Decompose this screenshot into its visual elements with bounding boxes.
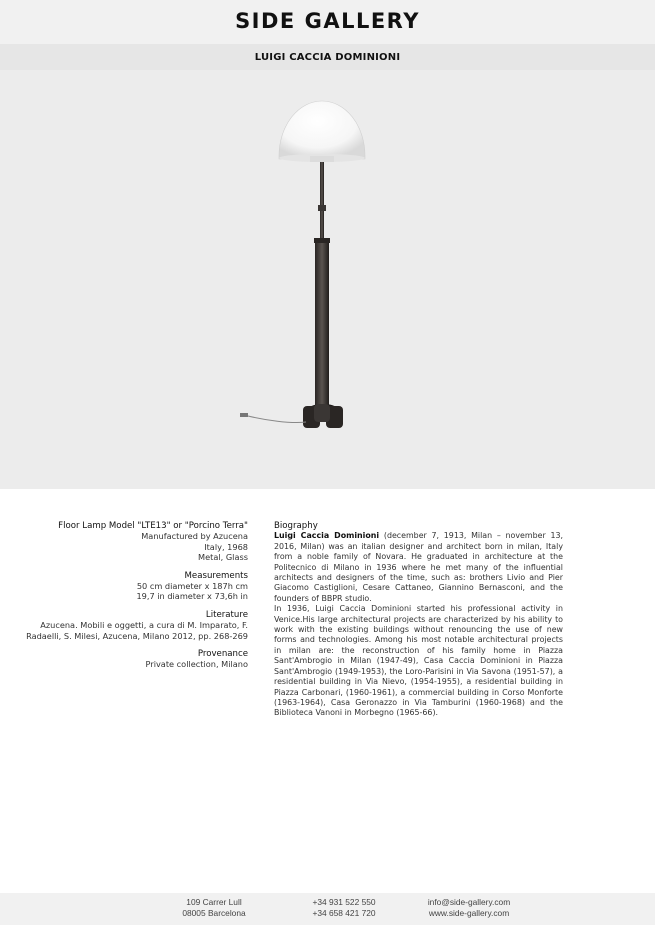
biography-paragraph-2: In 1936, Luigi Caccia Dominioni started his professional activity in Venice.His large architectural projects are characterized by his ability to work with the existing buildings without renouncing the use of new forms and technologies. Among his most notable architectural projects in milan are: the reconstruction of his family home in Piazza Sant'Ambrogio in Milan (1947-49), Casa Caccia Dominioni in Piazza Sant'Ambrogio (1949-1953), the Loro-Parisini in Via Savona (1951-57), a residential building in Via Nievo, (1954-1955), a residential building in Piazza Carbonari, (1960-1961), a commercial building in Corso Monforte (1963-1964), Casa Geronazzo in Via Tamburini (1960-1968) and the Biblioteca Vanoni in Morbegno (1965-66). <box>274 604 563 718</box>
biography-text-1: (december 7, 1913, Milan – november 13, 2016, Milan) was an italian designer and architect born in milan, Italy from a noble family of Novara. He graduated in architecture at the Politecnico di Milano in 1936 where he met many of the influential architects and designers of the time, such as: brothers Livio and Pier Giacomo Castiglioni, Cesare Cattaneo, Giannino Bernasconi, and the founders of BBPR studio. <box>274 531 563 603</box>
footer-contact <box>414 897 524 919</box>
artist-name: LUIGI CACCIA DOMINIONI <box>254 52 401 63</box>
product-details <box>20 521 248 670</box>
product-title: Floor Lamp Model "LTE13" or "Porcino Terra" <box>58 521 248 531</box>
biography-name: Luigi Caccia Dominioni <box>274 531 380 541</box>
biography-heading: Biography <box>274 521 318 531</box>
footer-phones <box>300 897 388 919</box>
origin: Italy, 1968 <box>204 541 248 552</box>
measurements-heading: Measurements <box>184 570 248 581</box>
measurements-cm: 50 cm diameter x 187h cm <box>136 581 248 592</box>
footer-address <box>178 897 250 919</box>
product-photo <box>0 70 655 489</box>
materials: Metal, Glass <box>198 552 248 563</box>
floor-lamp-image <box>0 70 655 489</box>
manufacturer: Manufactured by Azucena <box>141 531 248 542</box>
gallery-logo: SIDE GALLERY <box>235 9 420 33</box>
phone-1[interactable]: +34 931 522 550 <box>312 897 376 907</box>
provenance-text: Private collection, Milano <box>145 659 248 670</box>
literature-heading: Literature <box>205 609 248 620</box>
literature-text: Azucena. Mobili e oggetti, a cura di M. Imparato, F. Radaelli, S. Milesi, Azucena, Milano 2012, pp. 268-269 <box>26 620 248 641</box>
phone-2[interactable]: +34 658 421 720 <box>312 908 376 918</box>
provenance-heading: Provenance <box>197 649 248 660</box>
website-link[interactable]: www.side-gallery.com <box>428 908 510 918</box>
biography-paragraph-1 <box>274 531 563 604</box>
address-line-1: 109 Carrer Lull <box>186 897 242 907</box>
biography <box>274 521 563 719</box>
email-link[interactable]: info@side-gallery.com <box>427 897 511 907</box>
footer <box>0 893 655 925</box>
address-line-2: 08005 Barcelona <box>182 908 246 918</box>
measurements-in: 19,7 in diameter x 73,6h in <box>136 591 248 602</box>
